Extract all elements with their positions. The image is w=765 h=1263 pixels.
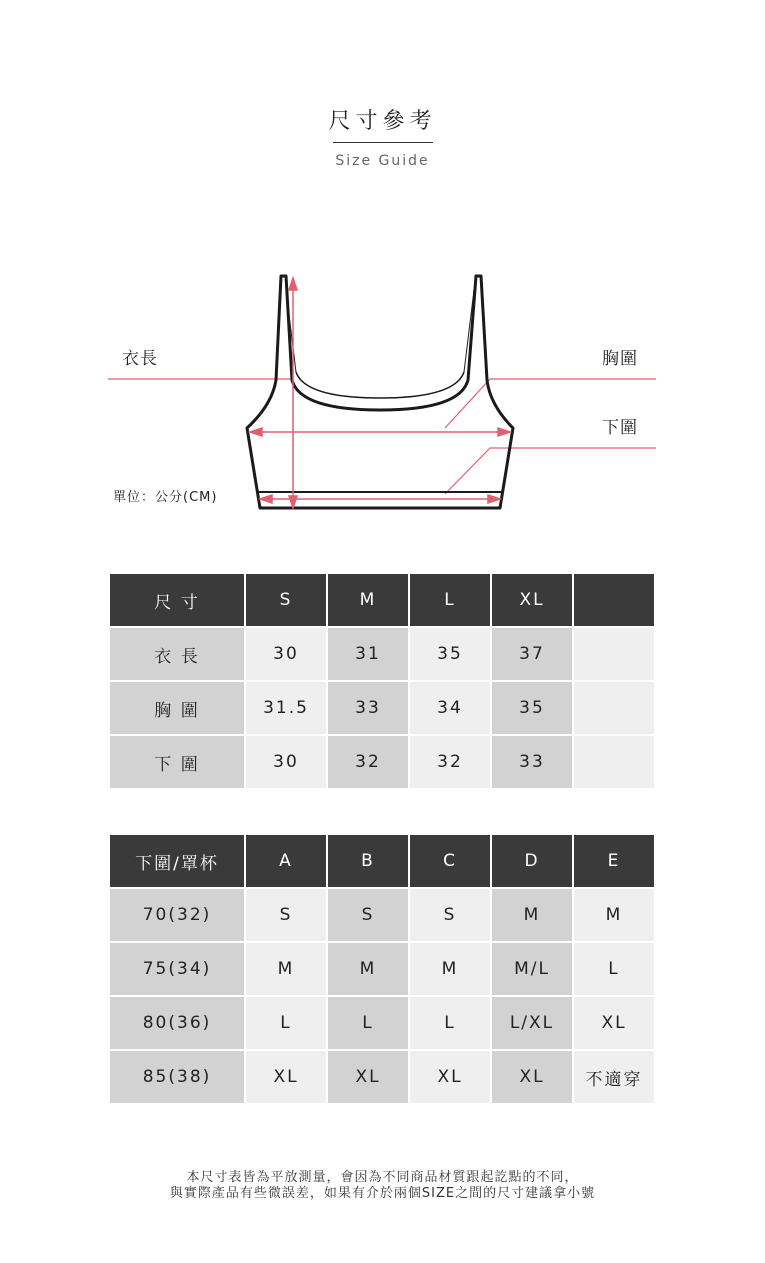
- table-cell: L/XL: [492, 997, 572, 1049]
- label-length: 衣長: [122, 349, 158, 369]
- row-label: 75(34): [110, 943, 244, 995]
- table-cell: M: [410, 943, 490, 995]
- table-cell: 32: [410, 736, 490, 788]
- row-label: 衣 長: [110, 628, 244, 680]
- table-cell: 32: [328, 736, 408, 788]
- row-label: 80(36): [110, 997, 244, 1049]
- header-xl: XL: [492, 574, 572, 626]
- bra-top-outline: [247, 276, 513, 508]
- table-cell: M: [328, 943, 408, 995]
- header-cup-c: C: [410, 835, 490, 887]
- table-cell: XL: [410, 1051, 490, 1103]
- table-cell: XL: [492, 1051, 572, 1103]
- header-underbust-cup: 下圍/罩杯: [110, 835, 244, 887]
- header-cup-b: B: [328, 835, 408, 887]
- table-cell: 34: [410, 682, 490, 734]
- table-cell: 不適穿: [574, 1051, 654, 1103]
- table-cell: 30: [246, 628, 326, 680]
- table-cell: M: [574, 889, 654, 941]
- chest-measure-arrow: [250, 428, 510, 436]
- table-row: [110, 997, 654, 1049]
- table-row: [110, 736, 654, 788]
- table-cell: 30: [246, 736, 326, 788]
- row-label: 胸 圍: [110, 682, 244, 734]
- table-cell: L: [246, 997, 326, 1049]
- label-underbust: 下圍: [602, 418, 638, 438]
- unit-note: 單位：公分(CM): [113, 490, 218, 505]
- table-cell: 35: [492, 682, 572, 734]
- underbust-leader-line: [445, 448, 656, 494]
- header-cup-a: A: [246, 835, 326, 887]
- table-cell: [574, 736, 654, 788]
- table-cell: M: [246, 943, 326, 995]
- table-row: [110, 889, 654, 941]
- table-row: [110, 682, 654, 734]
- header-l: L: [410, 574, 490, 626]
- header-m: M: [328, 574, 408, 626]
- row-label: 85(38): [110, 1051, 244, 1103]
- neckline-inner: [296, 372, 464, 398]
- table-cell: 35: [410, 628, 490, 680]
- table-cell: S: [328, 889, 408, 941]
- table-cell: 33: [492, 736, 572, 788]
- measurement-disclaimer: [0, 1170, 765, 1202]
- page-subtitle: Size Guide: [335, 153, 430, 169]
- header-empty: [574, 574, 654, 626]
- table-cell: [574, 682, 654, 734]
- disclaimer-line-1: 本尺寸表皆為平放測量，會因為不同商品材質跟起訖點的不同，: [186, 1170, 579, 1185]
- table-cell: L: [574, 943, 654, 995]
- length-measure-arrow: [289, 278, 297, 508]
- cup-size-table: [108, 833, 656, 1105]
- table-cell: M/L: [492, 943, 572, 995]
- table-cell: S: [410, 889, 490, 941]
- header-s: S: [246, 574, 326, 626]
- row-label: 下 圍: [110, 736, 244, 788]
- table-cell: M: [492, 889, 572, 941]
- size-table-header-row: [110, 574, 654, 626]
- header-cup-e: E: [574, 835, 654, 887]
- table-cell: S: [246, 889, 326, 941]
- label-chest: 胸圍: [602, 349, 638, 369]
- table-row: [110, 943, 654, 995]
- table-cell: 33: [328, 682, 408, 734]
- table-row: [110, 628, 654, 680]
- disclaimer-line-2: 與實際產品有些微誤差，如果有介於兩個SIZE之間的尺寸建議拿小號: [169, 1186, 596, 1201]
- table-cell: [574, 628, 654, 680]
- size-table: [108, 572, 656, 790]
- table-row: [110, 1051, 654, 1103]
- table-cell: 37: [492, 628, 572, 680]
- table-cell: 31.5: [246, 682, 326, 734]
- table-cell: XL: [328, 1051, 408, 1103]
- header-cup-d: D: [492, 835, 572, 887]
- table-cell: L: [328, 997, 408, 1049]
- cup-table-header-row: [110, 835, 654, 887]
- header-size: 尺 寸: [110, 574, 244, 626]
- page-title: 尺寸參考: [328, 109, 437, 134]
- table-cell: 31: [328, 628, 408, 680]
- garment-diagram: [0, 0, 765, 540]
- row-label: 70(32): [110, 889, 244, 941]
- table-cell: XL: [574, 997, 654, 1049]
- table-cell: XL: [246, 1051, 326, 1103]
- table-cell: L: [410, 997, 490, 1049]
